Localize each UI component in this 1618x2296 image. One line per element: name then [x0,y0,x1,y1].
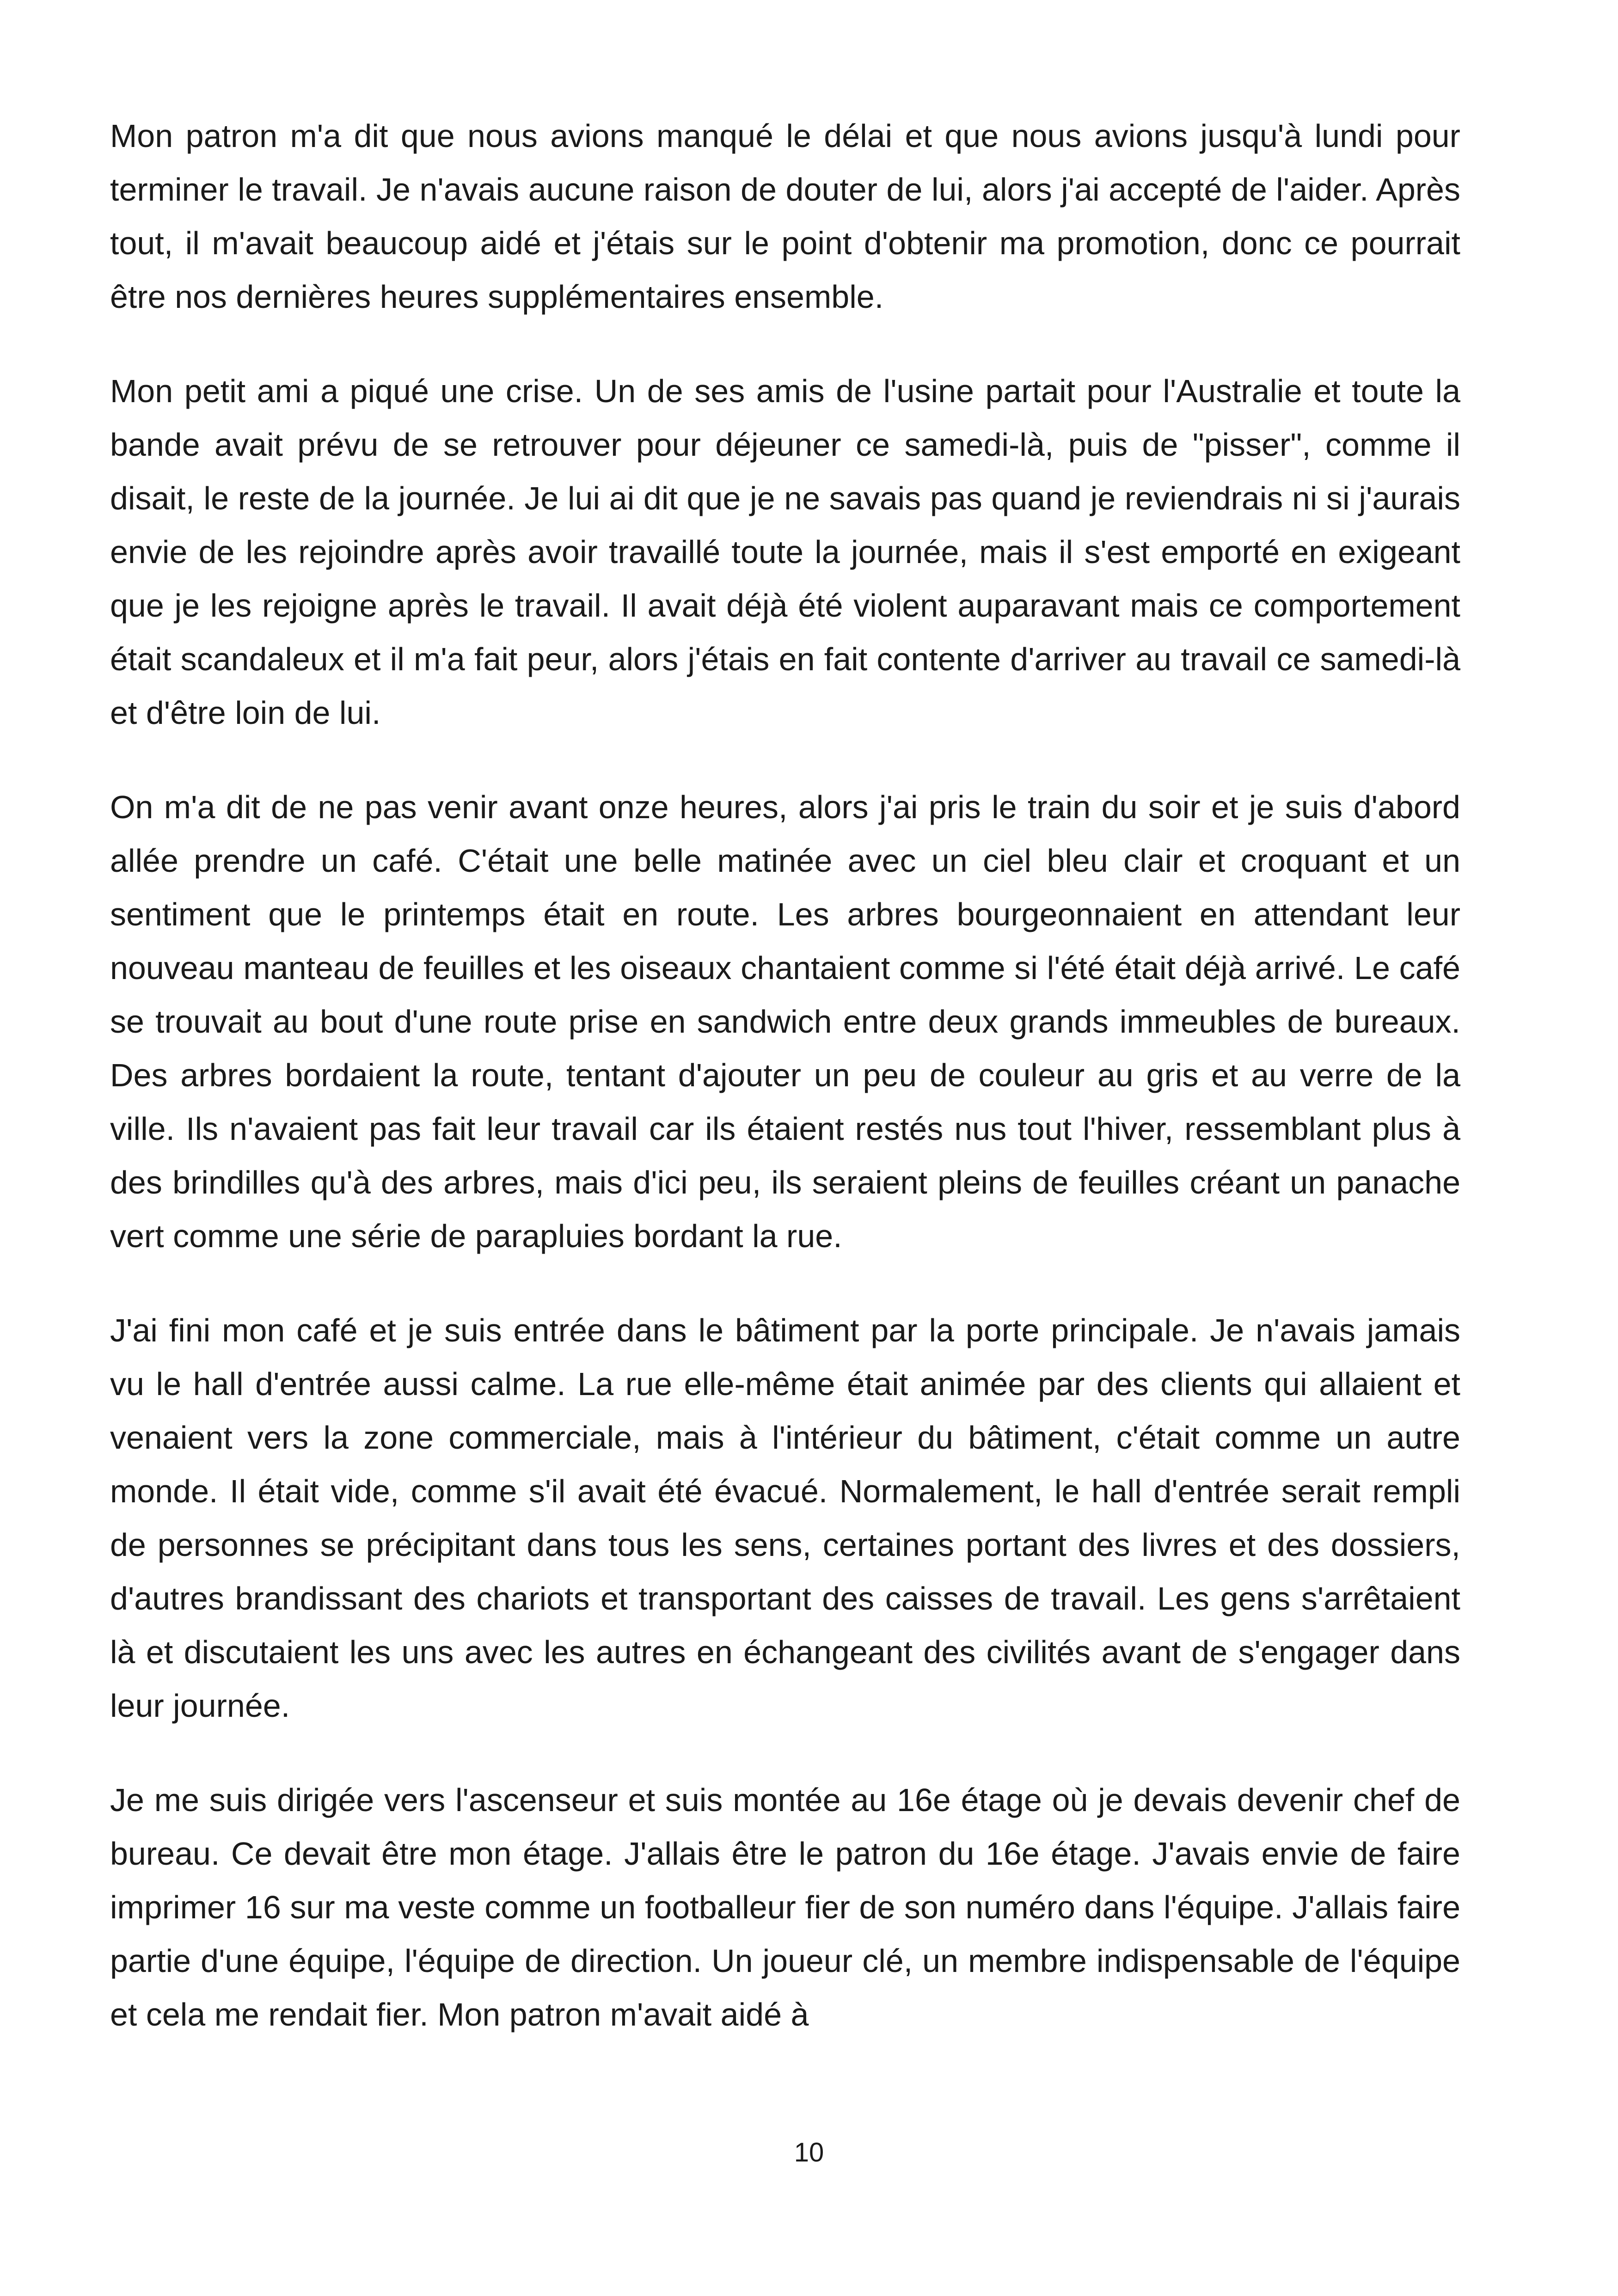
page-number: 10 [794,2137,824,2167]
paragraph-2: Mon petit ami a piqué une crise. Un de ses amis de l'usine partait pour l'Australie et toute la bande avait prévu de se retrouver pour déjeuner ce samedi-là, puis de "pisser", comme il disait, le reste de la journée. Je lui ai dit que je ne savais pas quand je reviendrais ni si j'aurais envie de les rejoindre après avoir travaillé toute la journée, mais il s'est emporté en exigeant que je les rejoigne après le travail. Il avait déjà été violent auparavant mais ce comportement était scandaleux et il m'a fait peur, alors j'étais en fait contente d'arriver au travail ce samedi-là et d'être loin de lui. [110,373,1460,731]
paragraph-5: Je me suis dirigée vers l'ascenseur et suis montée au 16e étage où je devais devenir chef de bureau. Ce devait être mon étage. J'allais être le patron du 16e étage. J'avais envie de faire imprimer 16 sur ma veste comme un footballeur fier de son numéro dans l'équipe. J'allais faire partie d'une équipe, l'équipe de direction. Un joueur clé, un membre indispensable de l'équipe et cela me rendait fier. Mon patron m'avait aidé à [110,1782,1460,2033]
paragraph-4: J'ai fini mon café et je suis entrée dans le bâtiment par la porte principale. Je n'avais jamais vu le hall d'entrée aussi calme. La rue elle-même était animée par des clients qui allaient et venaient vers la zone commerciale, mais à l'intérieur du bâtiment, c'était comme un autre monde. Il était vide, comme s'il avait été évacué. Normalement, le hall d'entrée serait rempli de personnes se précipitant dans tous les sens, certaines portant des livres et des dossiers, d'autres brandissant des chariots et transportant des caisses de travail. Les gens s'arrêtaient là et discutaient les uns avec les autres en échangeant des civilités avant de s'engager dans leur journée. [110,1312,1460,1724]
paragraph-3: On m'a dit de ne pas venir avant onze heures, alors j'ai pris le train du soir et je suis d'abord allée prendre un café. C'était une belle matinée avec un ciel bleu clair et croquant et un sentiment que le printemps était en route. Les arbres bourgeonnaient en attendant leur nouveau manteau de feuilles et les oiseaux chantaient comme si l'été était déjà arrivé. Le café se trouvait au bout d'une route prise en sandwich entre deux grands immeubles de bureaux. Des arbres bordaient la route, tentant d'ajouter un peu de couleur au gris et au verre de la ville. Ils n'avaient pas fait leur travail car ils étaient restés nus tout l'hiver, ressemblant plus à des brindilles qu'à des arbres, mais d'ici peu, ils seraient pleins de feuilles créant un panache vert comme une série de parapluies bordant la rue. [110,789,1460,1254]
document-body [110,109,1460,2041]
paragraph-1: Mon patron m'a dit que nous avions manqué le délai et que nous avions jusqu'à lundi pour terminer le travail. Je n'avais aucune raison de douter de lui, alors j'ai accepté de l'aider. Après tout, il m'avait beaucoup aidé et j'étais sur le point d'obtenir ma promotion, donc ce pourrait être nos dernières heures supplémentaires ensemble. [110,118,1460,315]
